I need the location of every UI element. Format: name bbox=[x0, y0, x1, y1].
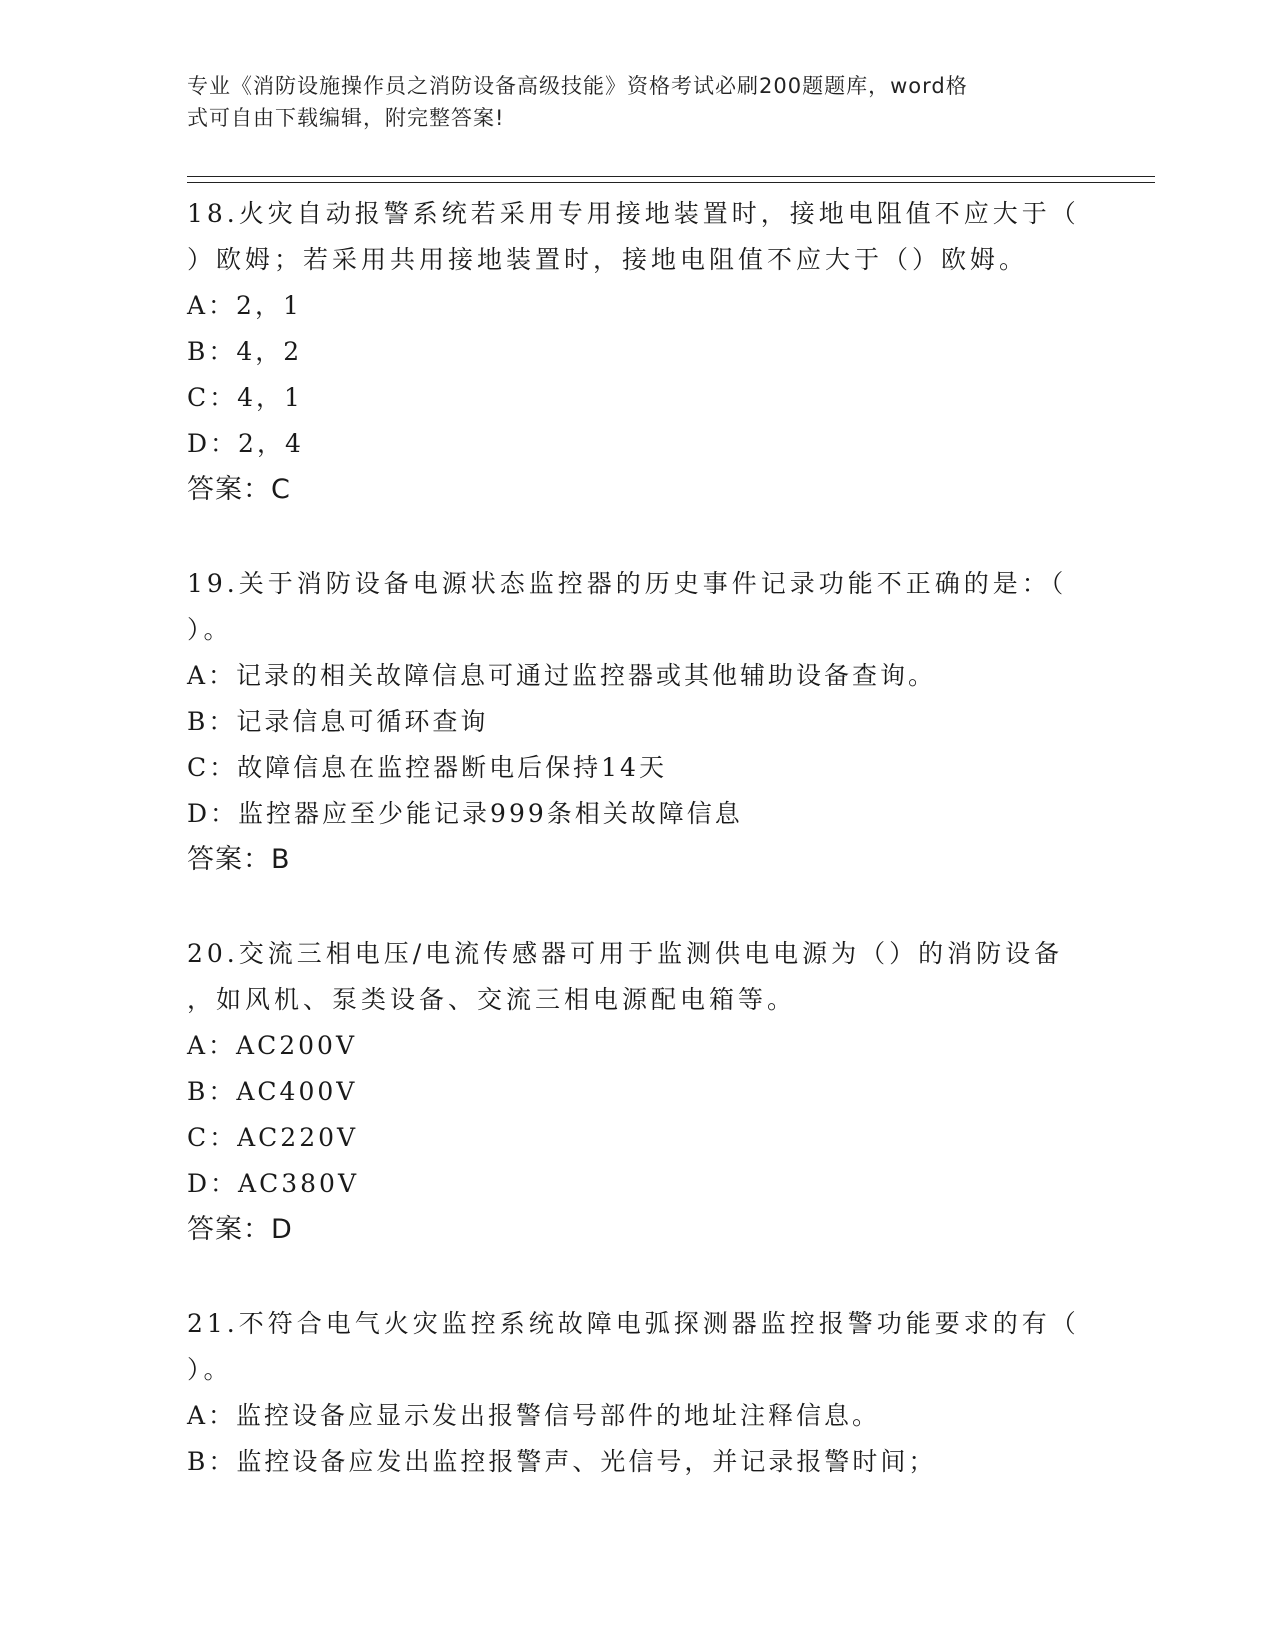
answer: 答案：D bbox=[187, 1214, 293, 1245]
option-d: D：监控器应至少能记录999条相关故障信息 bbox=[187, 799, 743, 828]
header-line-1: 专业《消防设施操作员之消防设备高级技能》资格考试必刷200题题库，word格 bbox=[187, 74, 968, 98]
option-b: B：监控设备应发出监控报警声、光信号，并记录报警时间； bbox=[187, 1447, 937, 1476]
option-a: A：记录的相关故障信息可通过监控器或其他辅助设备查询。 bbox=[187, 661, 937, 690]
option-c: C：故障信息在监控器断电后保持14天 bbox=[187, 753, 667, 782]
question-text-line: 20.交流三相电压/电流传感器可用于监测供电电源为（）的消防设备 bbox=[187, 939, 1064, 968]
option-b: B：4，2 bbox=[187, 337, 303, 366]
question-19 bbox=[187, 561, 1087, 883]
question-text-line: 21.不符合电气火灾监控系统故障电弧探测器监控报警功能要求的有（ bbox=[187, 1309, 1080, 1338]
option-c: C：AC220V bbox=[187, 1123, 359, 1152]
header-rule-bottom bbox=[187, 182, 1155, 183]
question-21 bbox=[187, 1301, 1087, 1485]
header-rule-top bbox=[187, 176, 1155, 177]
question-20 bbox=[187, 931, 1087, 1253]
answer: 答案：C bbox=[187, 474, 291, 505]
question-text-line: ）欧姆；若采用共用接地装置时，接地电阻值不应大于（）欧姆。 bbox=[187, 245, 1029, 274]
question-text-line: 19.关于消防设备电源状态监控器的历史事件记录功能不正确的是：（ bbox=[187, 569, 1068, 598]
option-b: B：AC400V bbox=[187, 1077, 358, 1106]
option-a: A：监控设备应显示发出报警信号部件的地址注释信息。 bbox=[187, 1401, 881, 1430]
option-c: C：4，1 bbox=[187, 383, 303, 412]
question-text-line: ，如风机、泵类设备、交流三相电源配电箱等。 bbox=[187, 985, 797, 1014]
question-text-line: ）。 bbox=[187, 1355, 233, 1384]
option-b: B：记录信息可循环查询 bbox=[187, 707, 489, 736]
question-text-line: 18.火灾自动报警系统若采用专用接地装置时，接地电阻值不应大于（ bbox=[187, 199, 1080, 228]
option-d: D：AC380V bbox=[187, 1169, 359, 1198]
question-list bbox=[187, 191, 1087, 1533]
option-a: A：2，1 bbox=[187, 291, 302, 320]
option-a: A：AC200V bbox=[187, 1031, 358, 1060]
document-header bbox=[187, 70, 1067, 134]
question-18 bbox=[187, 191, 1087, 513]
answer: 答案：B bbox=[187, 844, 291, 875]
question-text-line: ）。 bbox=[187, 615, 233, 644]
header-line-2: 式可自由下载编辑，附完整答案! bbox=[187, 106, 505, 130]
option-d: D：2，4 bbox=[187, 429, 304, 458]
